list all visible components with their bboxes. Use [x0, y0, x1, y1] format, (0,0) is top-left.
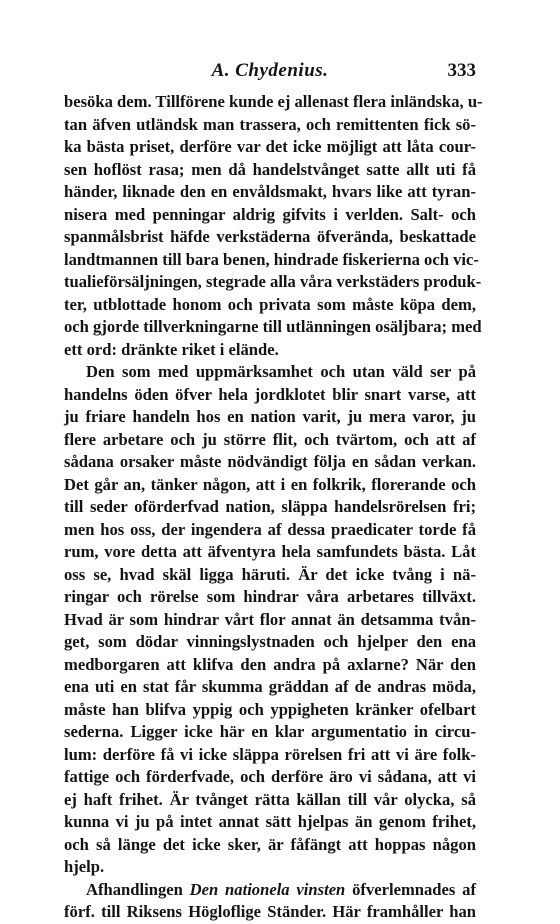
text-line: sådana orsaker måste nödvändigt följa en sådan verkan.	[64, 452, 476, 471]
text-line: förf. till Riksens Högloflige Ständer. Här framhåller han	[64, 902, 476, 921]
text-line: Hvad är som hindrar vårt flor annat än detsamma tvån-	[64, 609, 476, 629]
text-line: Det går an, tänker någon, att i en folkrik, florerande och	[64, 474, 476, 494]
page-number: 333	[447, 60, 476, 81]
text-line: men hos oss, der ingendera af dessa praedicater torde få	[64, 519, 476, 539]
text-line: sen hoflöst rasa; men då handelstvånget satte allt uti få	[64, 159, 476, 179]
text-line: Den som med uppmärksamhet och utan väld ser på	[86, 362, 476, 381]
text-line: ej haft frihet. Är tvånget rätta källan till vår olycka, så	[64, 789, 476, 809]
text-line: tualieförsäljningen, stegrade alla våra verkstäders produk-	[64, 272, 482, 291]
paragraph-3	[64, 879, 476, 924]
text-line: ett ord: dränkte riket i elände.	[64, 339, 279, 359]
text-line: tan äfven utländsk man trassera, och remittenten fick sö-	[64, 114, 476, 134]
text-line: ena uti en stat får skumma gräddan af de andras möda,	[64, 677, 476, 696]
text-line: och så länge det icke sker, är fåfängt att hoppas någon	[64, 834, 476, 854]
text-line: kunna vi ju på intet annat sätt hjelpas än genom frihet,	[64, 812, 476, 831]
text-line: fattige och förderfvade, och derföre äro vi sådana, att vi	[64, 767, 476, 786]
text-line: måste han blifva yppig och yppigheten kränker ofelbart	[64, 699, 476, 719]
running-title: A. Chydenius.	[211, 60, 329, 81]
text-line: spanmålsbrist häfde verkstäderna öfverända, beskattade	[64, 227, 476, 246]
text-line: rum, vore detta att äfventyra hela samfundets bästa. Låt	[64, 542, 476, 561]
text-line: ka bästa priset, derföre var det icke möjligt att låta cour-	[64, 137, 476, 156]
running-head	[64, 60, 476, 88]
text-line: hjelp.	[64, 857, 105, 876]
text-line: ju friare handeln hos en nation varit, ju mera varor, ju	[64, 407, 476, 426]
text-line: nisera med penningar aldrig gifvits i verlden. Salt- och	[64, 204, 476, 224]
text-line: sederna. Ligger icke här en klar argumentatio in circu-	[64, 722, 476, 741]
text-line: besöka dem. Tillförene kunde ej allenast flera inländska, u-	[64, 92, 483, 111]
italic-title: Den nationela vinsten	[189, 879, 346, 899]
paragraph-2	[64, 361, 476, 879]
text-line: lum: derföre få vi icke släppa rörelsen fri att vi äre folk-	[64, 744, 476, 764]
text-segment: öfverlemnades af	[345, 879, 476, 899]
body-text	[64, 91, 483, 924]
text-segment: Afhandlingen	[86, 879, 190, 899]
text-line: handelns öden öfver hela jordklotet blir snart varse, att	[64, 384, 476, 404]
text-line: händer, liknade den en envåldsmakt, hvars like att tyran-	[64, 182, 476, 201]
text-line: get, som dödar vinningslystnaden och hjelper den ena	[64, 632, 476, 651]
text-line: till seder oförderfvad nation, släppa handelsrörelsen fri;	[64, 497, 476, 516]
paragraph-1	[64, 91, 483, 361]
text-line: medborgaren att klifva den andra på axlarne? När den	[64, 654, 476, 674]
text-line: landtmannen till bara benen, hindrade fiskerierna och vic-	[64, 249, 479, 269]
text-line: oss se, hvad skäl ligga häruti. Är det icke tvång i nä-	[64, 564, 476, 584]
text-line	[64, 879, 476, 902]
text-line: och gjorde tillverkningarne till utlänningen osäljbara; med	[64, 317, 482, 336]
text-line: ter, utblottade honom och privata som måste köpa dem,	[64, 294, 476, 314]
text-line: flere arbetare och ju större flit, och tvärtom, och att af	[64, 429, 476, 449]
text-line: ringar och rörelse som hindrar våra arbetares tillväxt.	[64, 587, 476, 606]
